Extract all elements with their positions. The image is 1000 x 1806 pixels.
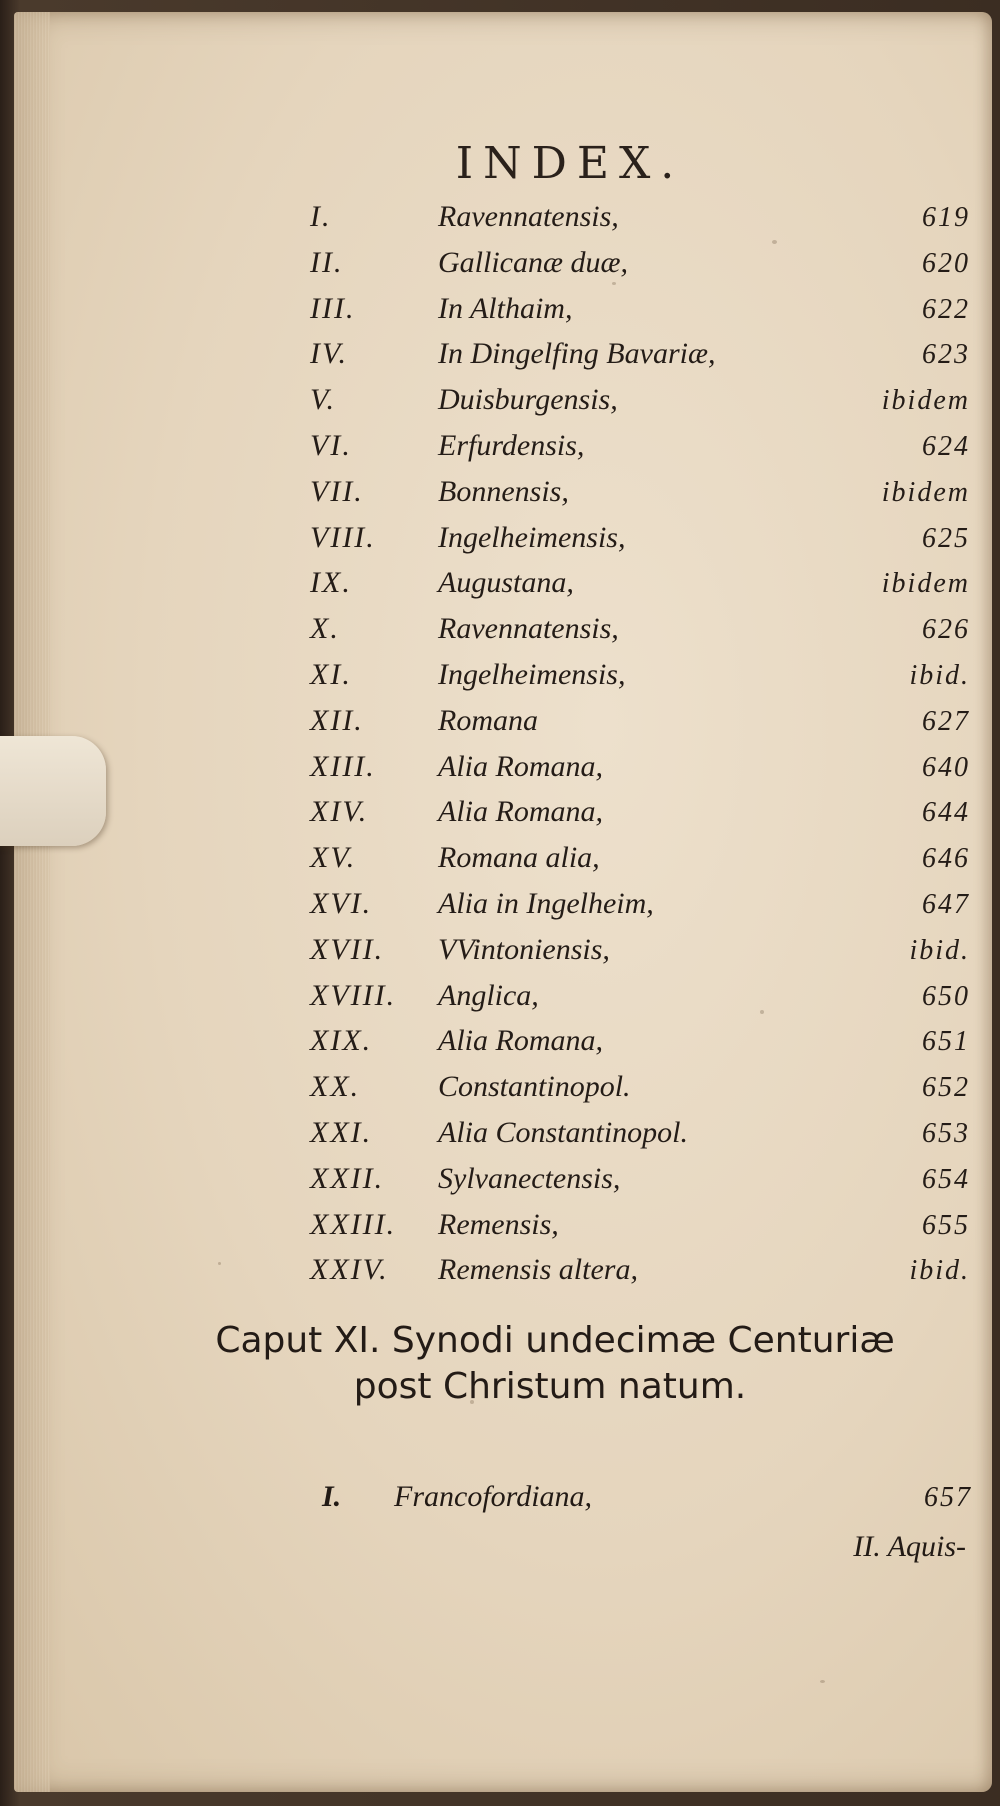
entry-name: VVintoniensis, <box>438 932 610 966</box>
entry-name: Alia in Ingelheim, <box>438 886 654 920</box>
entry-number: X. <box>310 612 340 646</box>
index-entry <box>310 1066 970 1112</box>
index-entry <box>310 975 970 1021</box>
entry-number: VII. <box>310 474 364 508</box>
entry-name: Bonnensis, <box>438 474 569 508</box>
entry-page: 626 <box>922 614 970 646</box>
page-header <box>0 138 1000 189</box>
chapter-heading <box>0 1318 1000 1410</box>
entry-page: ibidem <box>881 476 970 508</box>
entry-number: VI. <box>310 428 352 462</box>
entry-number: XXI. <box>310 1115 373 1149</box>
entry-number: XIII. <box>310 749 376 783</box>
index-entry <box>310 654 970 700</box>
entry-name: Francofordiana, <box>394 1480 593 1513</box>
index-entry <box>310 471 970 517</box>
index-entry <box>310 883 970 929</box>
index-entry <box>310 379 970 425</box>
entry-page: 644 <box>922 797 970 829</box>
entry-page: 627 <box>922 705 970 737</box>
index-entries <box>310 196 970 1295</box>
entry-page: 650 <box>922 980 970 1012</box>
entry-number: XVII. <box>310 932 385 966</box>
entry-number: XI. <box>310 657 352 691</box>
entry-name: Romana alia, <box>438 841 600 875</box>
entry-number: XX. <box>310 1070 361 1104</box>
entry-number: VIII. <box>310 520 376 554</box>
entry-page: 640 <box>922 751 970 783</box>
entry-name: Gallicanæ duæ, <box>438 245 629 279</box>
chapter-heading-line-1: Caput XI. Synodi undecimæ Centuriæ <box>215 1320 895 1361</box>
entry-number: V. <box>310 383 336 417</box>
entry-page: ibid. <box>909 659 970 691</box>
index-entry <box>310 333 970 379</box>
entry-number: XIX. <box>310 1024 373 1058</box>
entry-name: Alia Romana, <box>438 1024 603 1058</box>
index-entry <box>310 242 970 288</box>
entry-name: In Dingelfing Bavariæ, <box>438 337 716 371</box>
entry-number: II. <box>310 245 344 279</box>
entry-name: Ravennatensis, <box>438 200 619 233</box>
entry-page: 647 <box>922 888 970 920</box>
entry-number: III. <box>310 291 356 325</box>
entry-page: 657 <box>924 1482 972 1513</box>
entry-number: XII. <box>310 703 364 737</box>
entry-number: XXIII. <box>310 1207 397 1241</box>
entry-number: IX. <box>310 566 352 600</box>
entry-name: Alia Constantinopol. <box>438 1115 689 1149</box>
entry-page: 620 <box>922 247 970 279</box>
entry-name: Erfurdensis, <box>438 428 585 462</box>
entry-page: 623 <box>922 339 970 371</box>
entry-name: Augustana, <box>438 566 574 600</box>
entry-name: Ingelheimensis, <box>438 657 626 691</box>
index-entry <box>310 1204 970 1250</box>
entry-name: Alia Romana, <box>438 795 603 829</box>
entry-number: IV. <box>310 337 348 371</box>
entry-number: XIV. <box>310 795 369 829</box>
entry-name: Romana <box>438 703 538 737</box>
entry-page: 625 <box>922 522 970 554</box>
entry-name: Ravennatensis, <box>438 612 619 646</box>
index-entry <box>310 791 970 837</box>
index-entry <box>310 425 970 471</box>
entry-name: Constantinopol. <box>438 1070 631 1104</box>
entry-name: Anglica, <box>438 978 539 1012</box>
entry-number: I. <box>322 1480 342 1513</box>
entry-page: 624 <box>922 430 970 462</box>
index-title: INDEX. <box>455 138 685 189</box>
entry-page: 652 <box>922 1072 970 1104</box>
entry-name: Duisburgensis, <box>438 383 618 417</box>
index-entry <box>310 746 970 792</box>
entry-page: ibidem <box>881 568 970 600</box>
index-entry <box>310 1249 970 1295</box>
paper-speck <box>820 1680 825 1683</box>
entry-page: 654 <box>922 1163 970 1195</box>
chapter-heading-line-2: post Christum natum. <box>353 1366 747 1407</box>
bookmark-tab <box>0 736 106 846</box>
index-entry <box>310 837 970 883</box>
entry-page: ibid. <box>909 1255 970 1287</box>
paper-speck <box>218 1262 221 1265</box>
entry-page: 655 <box>922 1209 970 1241</box>
index-entry <box>310 929 970 975</box>
index-entry <box>310 1158 970 1204</box>
entry-page: 653 <box>922 1117 970 1149</box>
index-entry <box>310 1020 970 1066</box>
entry-name: Ingelheimensis, <box>438 520 626 554</box>
entry-page: 619 <box>922 202 970 233</box>
entry-number: XVIII. <box>310 978 397 1012</box>
entry-name: Remensis, <box>438 1207 559 1241</box>
entry-number: XVI. <box>310 886 373 920</box>
entry-name: In Althaim, <box>438 291 573 325</box>
index-entry <box>310 517 970 563</box>
index-entry <box>310 608 970 654</box>
page-edge <box>14 12 50 1792</box>
catchword: II. Aquis- <box>853 1530 966 1563</box>
entry-page: ibid. <box>909 934 970 966</box>
entry-number: XXIV. <box>310 1253 389 1287</box>
index-entry <box>310 196 970 242</box>
entry-page: 651 <box>922 1026 970 1058</box>
index-entry <box>310 1112 970 1158</box>
entry-name: Alia Romana, <box>438 749 603 783</box>
index-entry <box>310 288 970 334</box>
index-entry <box>310 562 970 608</box>
index-entry <box>322 1480 972 1520</box>
index-entry <box>310 700 970 746</box>
entry-number: I. <box>310 200 332 233</box>
entry-page: 622 <box>922 293 970 325</box>
entry-name: Sylvanectensis, <box>438 1161 621 1195</box>
entry-number: XXII. <box>310 1161 385 1195</box>
entry-page: 646 <box>922 843 970 875</box>
entry-number: XV. <box>310 841 357 875</box>
entry-page: ibidem <box>881 385 970 417</box>
entry-name: Remensis altera, <box>438 1253 638 1287</box>
